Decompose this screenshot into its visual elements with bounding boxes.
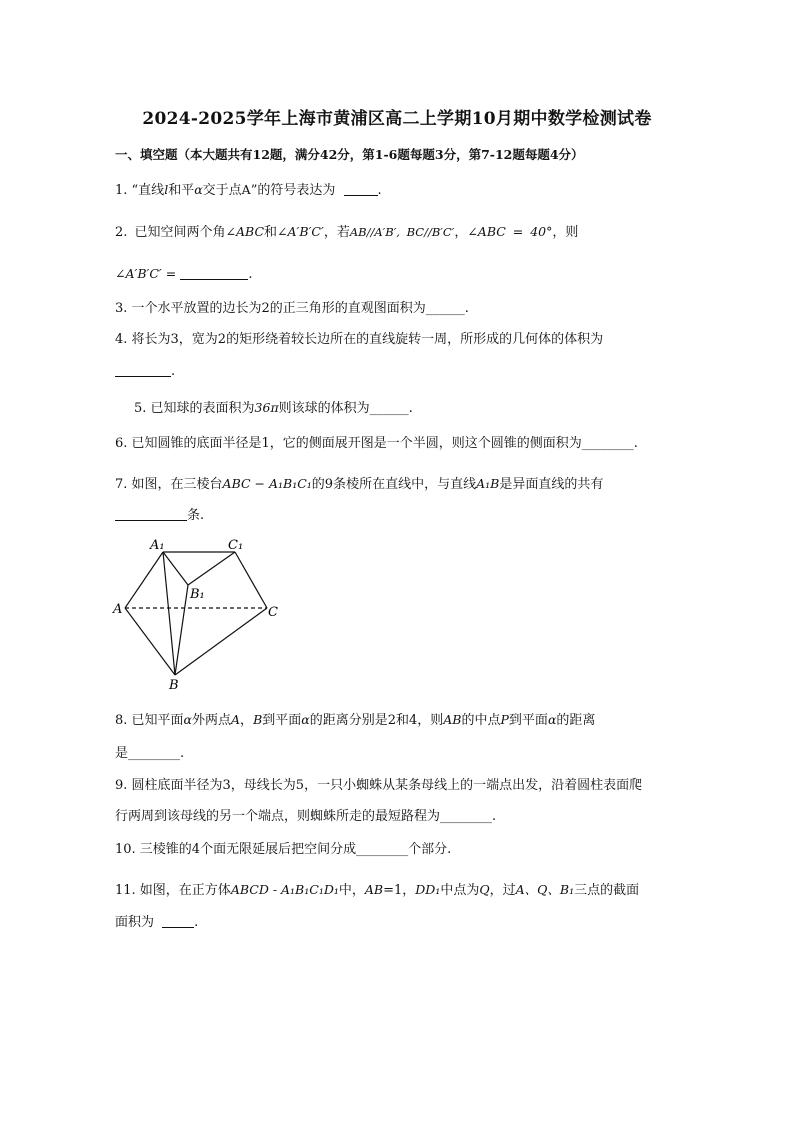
q2-given: ∠ABC = 40° <box>467 224 553 239</box>
question-9-line-2: 行两周到该母线的另一个端点，则蜘蛛所走的最短路程为________. <box>115 809 497 824</box>
edge-A1B1 <box>163 552 188 585</box>
edge-CC1 <box>235 552 267 608</box>
q11-text-b: 中， <box>338 883 365 898</box>
label-A1: A₁ <box>150 538 165 553</box>
q11-answer-blank <box>162 913 194 928</box>
edge-AA1 <box>125 552 163 608</box>
q11-text-f: 三点的截面 <box>574 883 640 898</box>
q2-text-e: ，则 <box>552 225 579 240</box>
q2-text-a: 2. 已知空间两个角 <box>115 225 226 240</box>
q2-angle-2: ∠A′B′C′ <box>277 224 324 239</box>
q1-point-symbol: A <box>241 182 251 197</box>
q8-point-A: A <box>231 712 241 727</box>
q7-text-c: 是异面直线的共有 <box>499 477 604 492</box>
question-11-line-2 <box>115 913 198 933</box>
q8-alpha: α <box>183 712 192 727</box>
q11-cube: ABCD - A₁B₁C₁D₁ <box>230 882 339 897</box>
q11-point-Q: Q <box>479 882 490 897</box>
question-8 <box>115 710 595 731</box>
q7-end: 条. <box>187 508 205 523</box>
question-2 <box>115 222 578 243</box>
edge-A1B <box>163 552 175 675</box>
question-2-line-2 <box>115 264 253 285</box>
q11-points: A、Q、B₁ <box>515 882 575 897</box>
q1-text-a: 1. “直线 <box>115 183 165 198</box>
q11-line2-text: 面积为 <box>115 915 155 930</box>
question-7-line-2 <box>115 506 204 526</box>
q8-alpha-3: α <box>547 712 557 727</box>
q2-angle-1: ∠ABC <box>225 224 265 239</box>
q2-text-c: ，若 <box>323 225 350 240</box>
q7-solid: ABC − A₁B₁C₁ <box>222 476 312 491</box>
question-7 <box>115 474 603 495</box>
edge-BC <box>175 608 267 675</box>
label-B1: B₁ <box>190 587 205 602</box>
section-heading: 一、填空题（本大题共有12题，满分42分，第1-6题每题3分，第7-12题每题4分） <box>115 147 584 162</box>
q7-answer-blank <box>115 506 187 521</box>
q7-line: A₁B <box>476 476 500 491</box>
q8-text-b: 外两点 <box>192 713 232 728</box>
q2-condition: AB//A′B′, BC//B′C′ <box>349 225 455 239</box>
q11-text-a: 11. 如图，在正方体 <box>115 883 231 898</box>
q8-text-a: 8. 已知平面 <box>115 713 184 728</box>
q7-text-a: 7. 如图，在三棱台 <box>115 477 223 492</box>
question-4-line-2 <box>115 362 175 382</box>
q1-text-b: 和平 <box>168 183 195 198</box>
edge-BB1 <box>175 585 188 675</box>
q8-text-e: 的距离分别是2和4，则 <box>309 713 444 728</box>
q2-text-d: ， <box>454 225 468 240</box>
q11-edge-AB: AB <box>364 882 384 897</box>
question-9: 9. 圆柱底面半径为3，母线长为5，一只小蜘蛛从某条母线上的一端点出发，沿着圆柱表面爬 <box>115 778 643 793</box>
q8-alpha-2: α <box>301 712 310 727</box>
label-C: C <box>268 605 278 620</box>
label-C1: C₁ <box>228 538 244 553</box>
label-B: B <box>169 678 179 692</box>
label-A: A <box>113 602 123 617</box>
question-6: 6. 已知圆锥的底面半径是1，它的侧面展开图是一个半圆，则这个圆锥的侧面积为________. <box>115 436 638 451</box>
q8-text-h: 的距离 <box>556 713 596 728</box>
q2-text-b: 和 <box>264 225 278 240</box>
question-3: 3. 一个水平放置的边长为2的正三角形的直观图面积为______. <box>115 301 469 316</box>
question-4: 4. 将长为3，宽为2的矩形绕着较长边所在的直线旋转一周，所形成的几何体的体积为 <box>115 332 604 347</box>
frustum-figure <box>110 532 290 692</box>
q1-plane-symbol: α <box>194 182 203 197</box>
q1-text-c: 交于点 <box>202 183 242 198</box>
q2-ask: ∠A′B′C′ = <box>115 266 177 281</box>
q11-text-d: 中点为 <box>440 883 480 898</box>
q8-text-g: 到平面 <box>508 713 548 728</box>
q2-answer-blank <box>180 265 248 280</box>
q4-answer-blank <box>115 362 171 377</box>
q11-end: . <box>194 915 199 930</box>
q8-point-P: P <box>500 712 509 727</box>
edge-B1C1 <box>188 552 235 585</box>
q5-value: 36π <box>254 400 279 415</box>
q5-text-b: 则该球的体积为______. <box>278 401 413 416</box>
q11-text-c: =1， <box>383 883 416 898</box>
q1-line-symbol: l <box>164 182 169 197</box>
edge-AB <box>125 608 175 675</box>
q5-text-a: 5. 已知球的表面积为 <box>134 401 255 416</box>
q8-text-f: 的中点 <box>461 713 501 728</box>
q1-text-d: ”的符号表达为 <box>250 183 336 198</box>
q2-end: . <box>248 267 253 282</box>
question-11 <box>115 880 639 901</box>
question-10: 10. 三棱锥的4个面无限延展后把空间分成________个部分. <box>115 842 452 857</box>
q11-edge-DD1: DD₁ <box>415 882 441 897</box>
q1-answer-blank <box>344 181 378 196</box>
question-8-line-2: 是________. <box>115 746 185 761</box>
q8-text-c: ， <box>240 713 254 728</box>
q8-text-d: 到平面 <box>262 713 302 728</box>
q7-text-b: 的9条棱所在直线中，与直线 <box>311 477 477 492</box>
q8-segment-AB: AB <box>443 712 462 727</box>
q11-text-e: ，过 <box>489 883 516 898</box>
q1-end: . <box>377 183 382 198</box>
page-title: 2024-2025学年上海市黄浦区高二上学期10月期中数学检测试卷 <box>142 109 652 129</box>
question-5 <box>134 398 413 419</box>
q8-point-B: B <box>253 712 263 727</box>
question-1 <box>115 180 382 201</box>
q4-end: . <box>171 364 176 379</box>
